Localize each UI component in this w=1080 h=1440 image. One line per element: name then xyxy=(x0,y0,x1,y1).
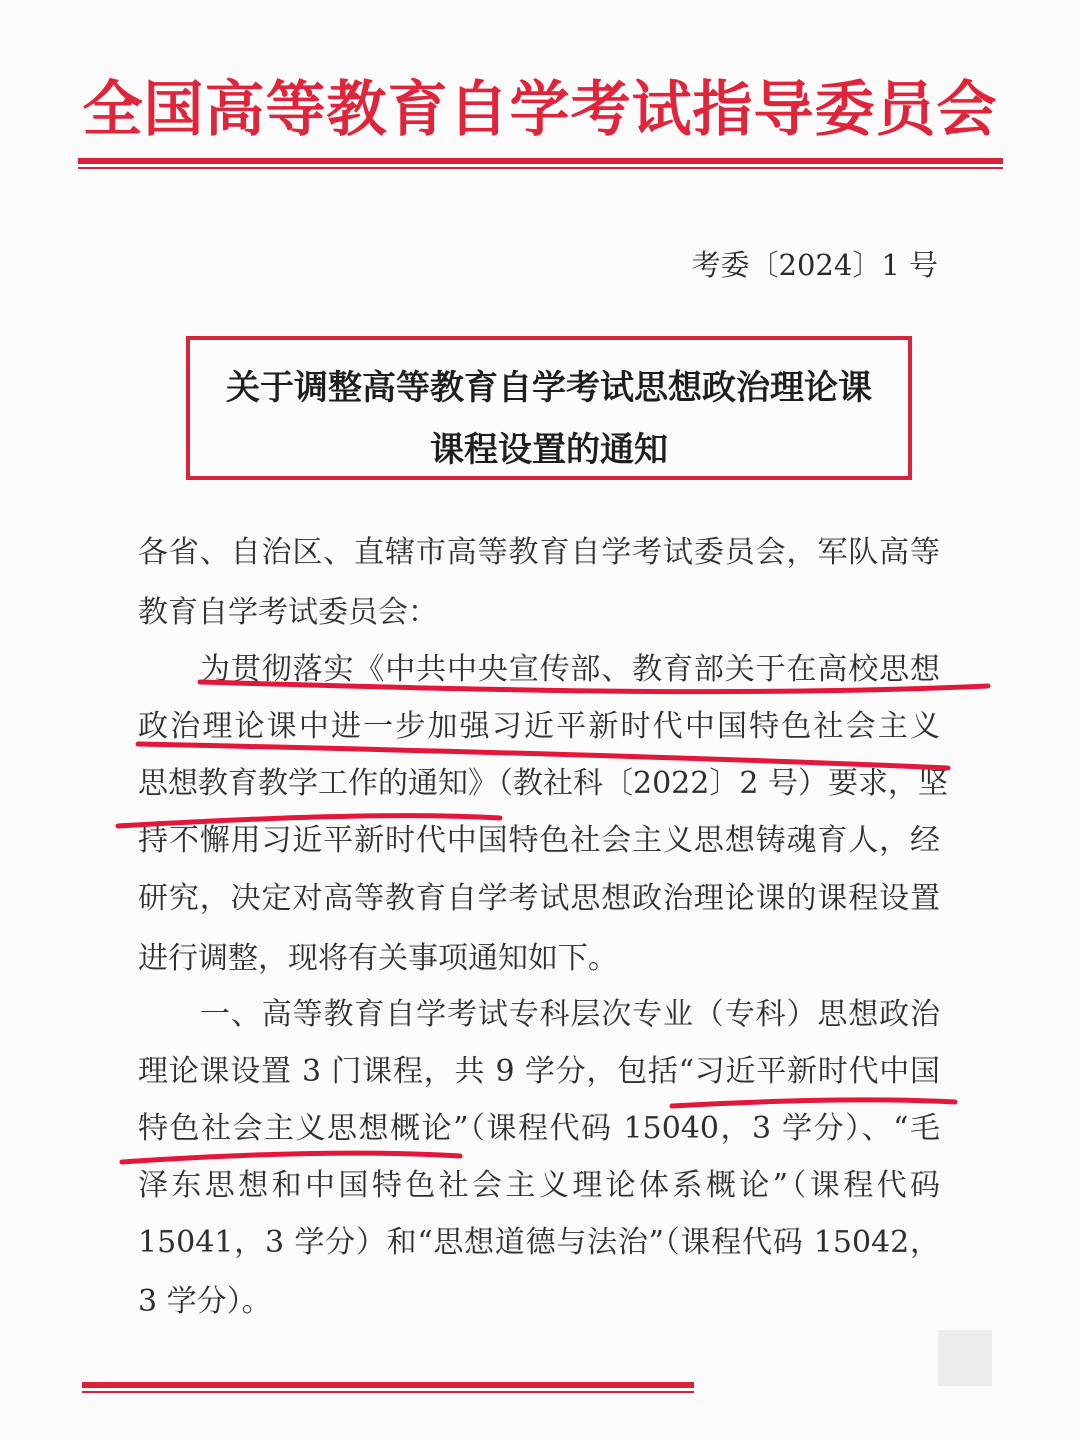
body-line: 各省、自治区、直辖市高等教育自学考试委员会，军队高等 xyxy=(138,535,940,570)
title-box xyxy=(186,336,912,480)
title-line-2: 课程设置的通知 xyxy=(430,430,668,470)
body-line: 泽东思想和中国特色社会主义理论体系概论”（课程代码 xyxy=(138,1168,940,1203)
body-line: 研究，决定对高等教育自学考试思想政治理论课的课程设置 xyxy=(138,881,940,916)
body-line: 一、高等教育自学考试专科层次专业（专科）思想政治 xyxy=(200,997,940,1032)
title-line-1: 关于调整高等教育自学考试思想政治理论课 xyxy=(226,368,872,408)
footer-red-rule xyxy=(82,1382,694,1388)
body-line: 15041，3 学分）和“思想道德与法治”（课程代码 15042， xyxy=(138,1225,940,1260)
org-header: 全国高等教育自学考试指导委员会 xyxy=(82,75,998,145)
body-line: 特色社会主义思想概论”（课程代码 15040，3 学分）、“毛 xyxy=(138,1111,940,1146)
body-line: 持不懈用习近平新时代中国特色社会主义思想铸魂育人，经 xyxy=(138,823,940,858)
body-line: 教育自学考试委员会： xyxy=(138,595,438,630)
body-line: 政治理论课中进一步加强习近平新时代中国特色社会主义 xyxy=(138,709,940,744)
header-red-rule xyxy=(78,158,1003,164)
body-line: 理论课设置 3 门课程，共 9 学分，包括“习近平新时代中国 xyxy=(138,1054,940,1089)
body-line: 3 学分）。 xyxy=(138,1284,272,1319)
body-line: 为贯彻落实《中共中央宣传部、教育部关于在高校思想 xyxy=(200,652,940,687)
scan-artifact xyxy=(938,1330,992,1386)
document-number: 考委〔2024〕1 号 xyxy=(691,248,938,282)
body-line: 进行调整，现将有关事项通知如下。 xyxy=(138,941,618,976)
body-line: 思想教育教学工作的通知》（教社科〔2022〕2 号）要求，坚 xyxy=(138,766,948,801)
